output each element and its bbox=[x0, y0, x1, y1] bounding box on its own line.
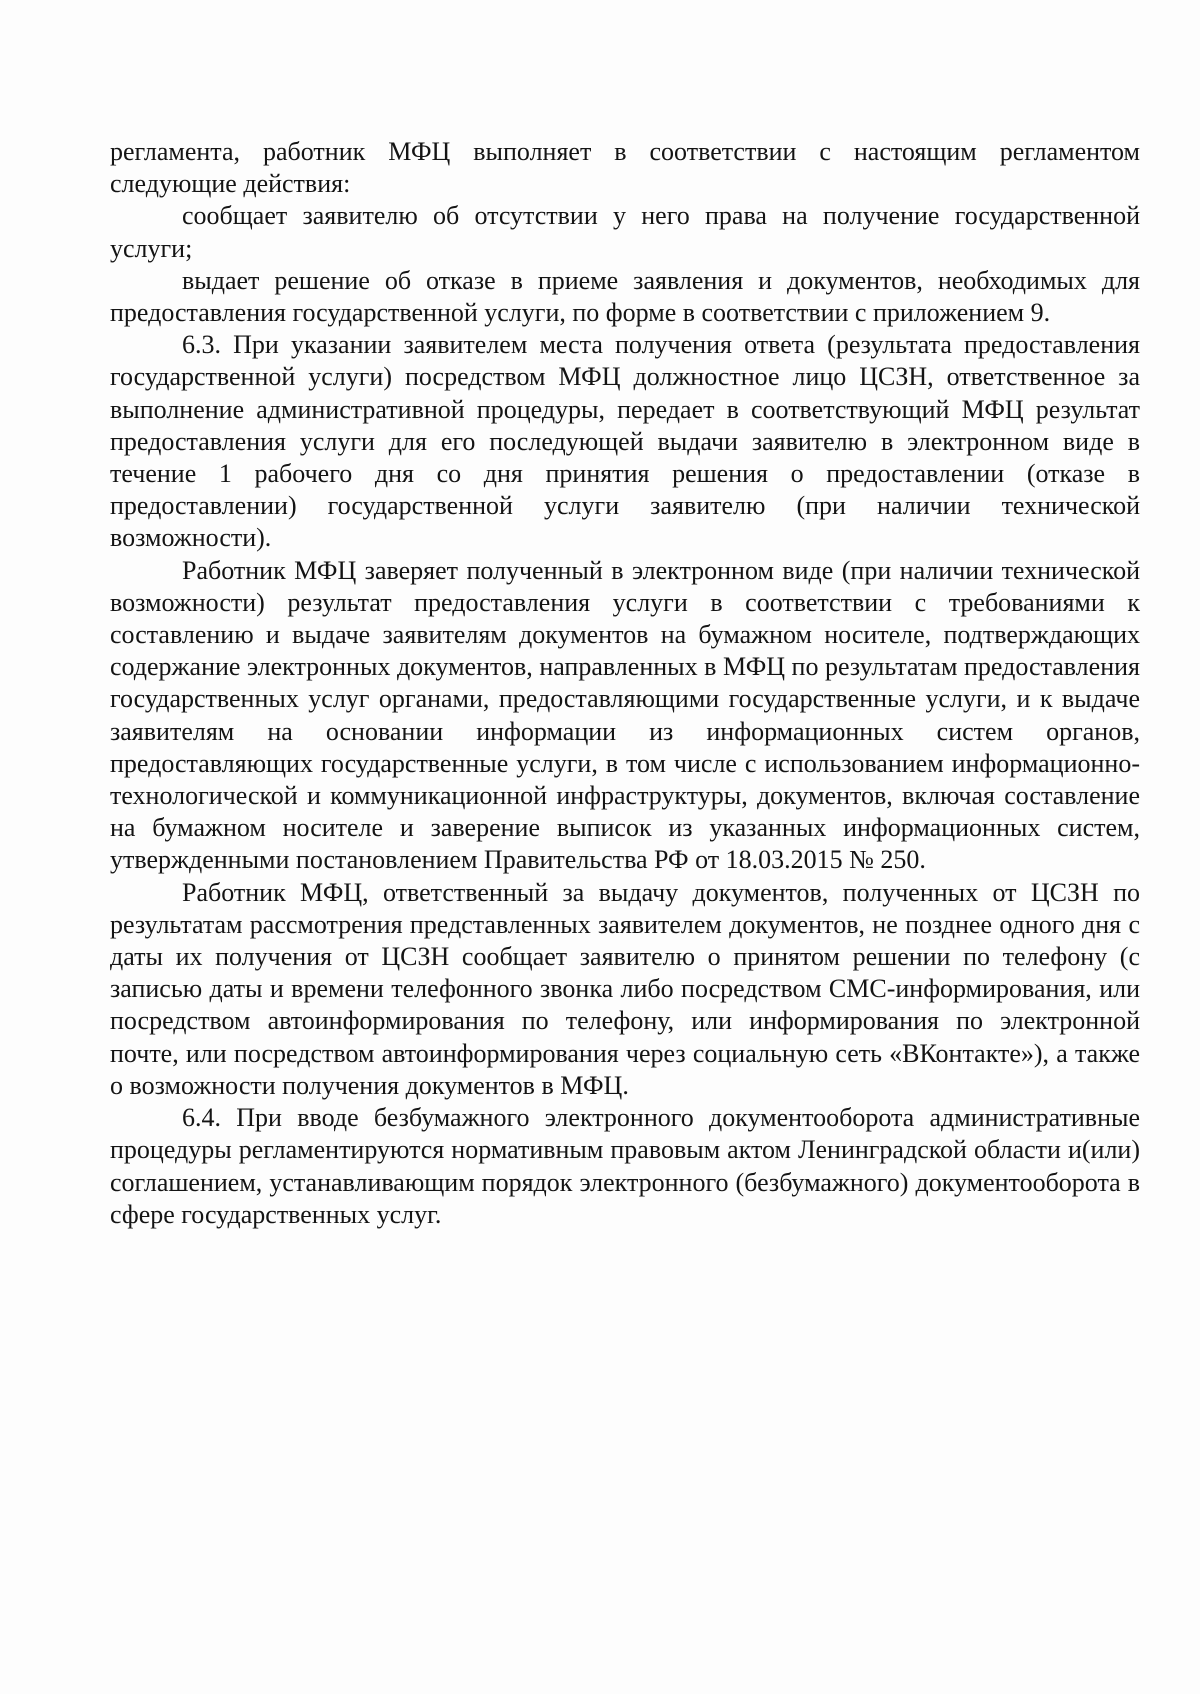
paragraph-inform-no-right: сообщает заявителю об отсутствии у него права на получение государственной услуги; bbox=[110, 201, 1140, 263]
paragraph-section-6-3: 6.3. При указании заявителем места получения ответа (результата предоставления государственной услуги) посредством МФЦ должностное лицо ЦСЗН, ответственное за выполнение административной процедуры, передает в соответствующий МФЦ результат предоставления услуги для его последующей выдачи заявителю в электронном виде в течение 1 рабочего дня со дня принятия решения о предоставлении (отказе в предоставлении) государственной услуги заявителю (при наличии технической возможности). bbox=[110, 330, 1140, 553]
paragraph-mfc-certifies: Работник МФЦ заверяет полученный в электронном виде (при наличии технической возможности) результат предоставления услуги в соответствии с требованиями к составлению и выдаче заявителям документов на бумажном носителе, подтверждающих содержание электронных документов, направленных в МФЦ по результатам предоставления государственных услуг органами, предоставляющими государственные услуги, и к выдаче заявителям на основании информации из информационных систем органов, предоставляющих государственные услуги, в том числе с использованием информационно-технологической и коммуникационной инфраструктуры, документов, включая составление на бумажном носителе и заверение выписок из указанных информационных систем, утвержденными постановлением Правительства РФ от 18.03.2015 № 250. bbox=[110, 555, 1140, 875]
paragraph-regulation-intro: регламента, работник МФЦ выполняет в соответствии с настоящим регламентом следующие действия: bbox=[110, 137, 1140, 199]
paragraph-section-6-4: 6.4. При вводе безбумажного электронного документооборота административные процедуры регламентируются нормативным правовым актом Ленинградской области и(или) соглашением, устанавливающим порядок электронного (безбумажного) документооборота в сфере государственных услуг. bbox=[110, 1103, 1140, 1229]
document-body bbox=[110, 136, 1140, 1231]
paragraph-issue-refusal: выдает решение об отказе в приеме заявления и документов, необходимых для предоставления государственной услуги, по форме в соответствии с приложением 9. bbox=[110, 265, 1140, 328]
paragraph-mfc-informs: Работник МФЦ, ответственный за выдачу документов, полученных от ЦСЗН по результатам рассмотрения представленных заявителем документов, не позднее одного дня с даты их получения от ЦСЗН сообщает заявителю о принятом решении по телефону (с записью даты и времени телефонного звонка либо посредством СМС-информирования, или посредством автоинформирования по телефону, или информирования по электронной почте, или посредством автоинформирования через социальную сеть «ВКонтакте»), а также о возможности получения документов в МФЦ. bbox=[110, 877, 1140, 1100]
